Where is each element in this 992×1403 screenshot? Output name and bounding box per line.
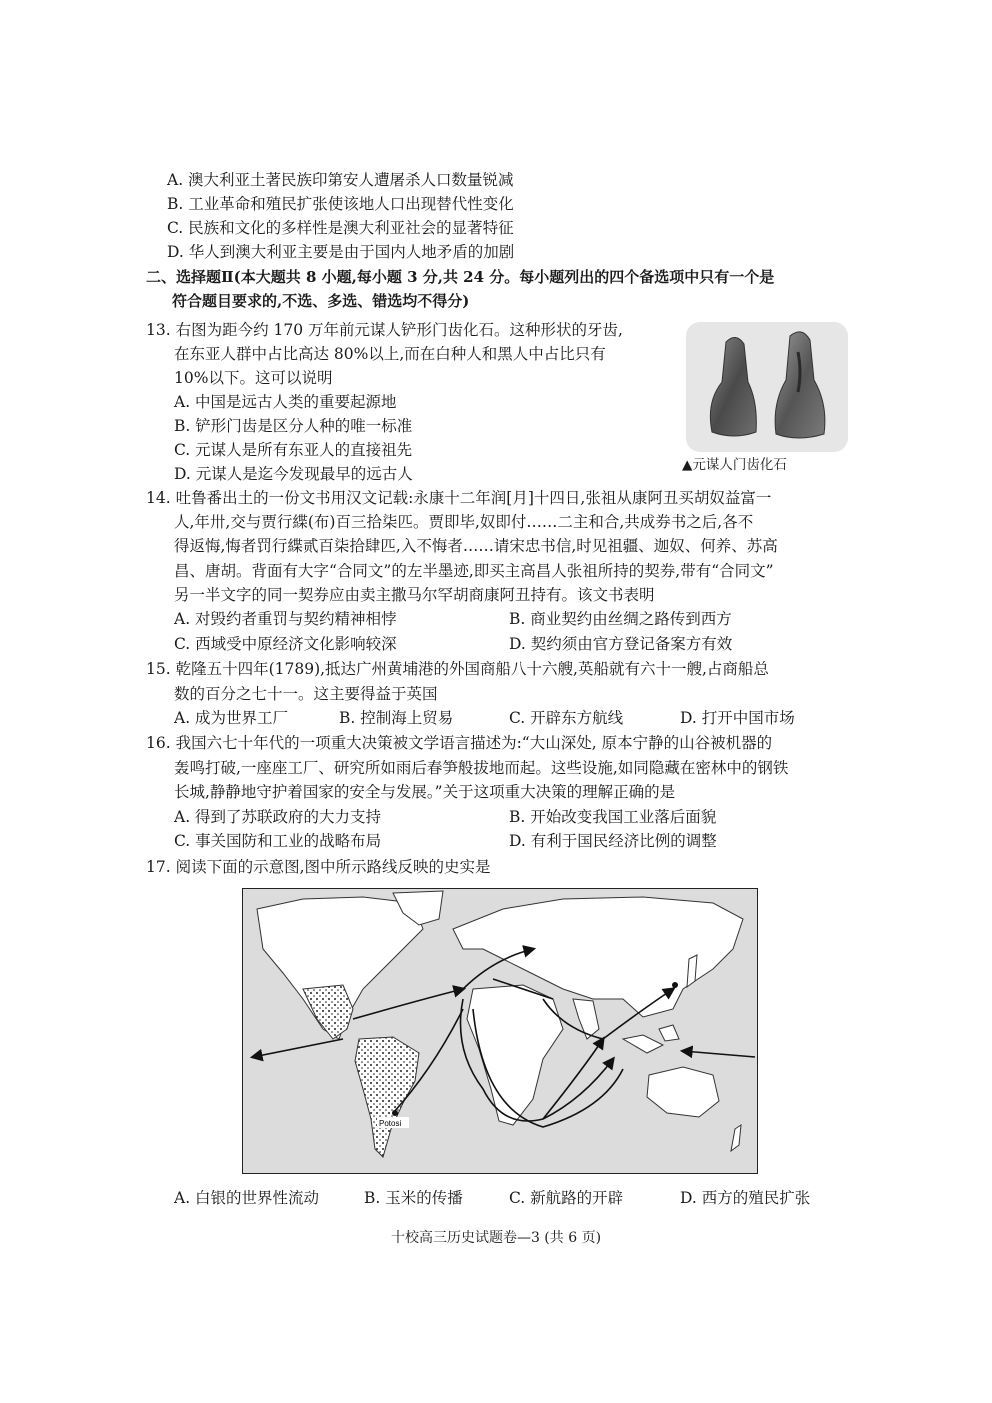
- se-asia-islands: [623, 1025, 679, 1053]
- q14-stem-line-4: 昌、唐胡。背面有大字“合同文”的左半墨迹,即买主高昌人张祖所持的契券,带有“合同文”: [174, 562, 774, 580]
- q17-option-d: D. 西方的殖民扩张: [680, 1189, 811, 1207]
- q15-option-b: B. 控制海上贸易: [339, 709, 454, 727]
- q13-option-b: B. 铲形门齿是区分人种的唯一标准: [174, 417, 413, 435]
- q16-stem-line-3: 长城,静静地守护着国家的安全与发展。”关于这项重大决策的理解正确的是: [174, 783, 676, 801]
- q16-option-d: D. 有利于国民经济比例的调整: [509, 832, 717, 850]
- q14-stem-line-2: 人,年卅,交与贾行緤(布)百三拾柒匹。贾即毕,奴即付……二主和合,共成券书之后,各不: [174, 513, 754, 531]
- q15-stem-line-1: 15. 乾隆五十四年(1789),抵达广州黄埔港的外国商船八十六艘,英船就有六十一艘,占商船总: [146, 660, 769, 678]
- section-heading-cont: 符合题目要求的,不选、多选、错选均不得分): [172, 292, 470, 310]
- q16-option-c: C. 事关国防和工业的战略布局: [174, 832, 382, 850]
- q12-option-b: B. 工业革命和殖民扩张使该地人口出现替代性变化: [167, 195, 514, 213]
- q14-option-c: C. 西域受中原经济文化影响较深: [174, 635, 397, 653]
- left-tooth: [710, 337, 756, 436]
- photo-caption: ▲元谋人门齿化石: [682, 457, 787, 473]
- q12-option-a: A. 澳大利亚土著民族印第安人遭屠杀人口数量锐减: [167, 171, 514, 189]
- world-route-map: [242, 888, 758, 1174]
- q14-option-b: B. 商业契约由丝绸之路传到西方: [509, 610, 732, 628]
- page-footer: 十校高三历史试题卷—3 (共 6 页): [390, 1230, 602, 1246]
- q16-stem-line-1: 16. 我国六七十年代的一项重大决策被文学语言描述为:“大山深处, 原本宁静的山谷被机器的: [146, 734, 773, 752]
- q14-option-a: A. 对毁约者重罚与契约精神相悖: [174, 610, 397, 628]
- q17-option-c: C. 新航路的开辟: [509, 1189, 624, 1207]
- q13-stem-line-2: 在东亚人群中占比高达 80%以上,而在白种人和黑人中占比只有: [174, 345, 606, 363]
- q17-option-a: A. 白银的世界性流动: [174, 1189, 320, 1207]
- q13-stem-line-3: 10%以下。这可以说明: [174, 369, 333, 387]
- japan: [687, 955, 697, 987]
- q15-option-d: D. 打开中国市场: [680, 709, 795, 727]
- q13-stem-line-1: 13. 右图为距今约 170 万年前元谋人铲形门齿化石。这种形状的牙齿,: [146, 321, 623, 339]
- q14-option-d: D. 契约须由官方登记备案方有效: [509, 635, 733, 653]
- q14-stem-line-1: 14. 吐鲁番出土的一份文书用汉文记载:永康十二年润[月]十四日,张祖从康阿丑买胡奴益富一: [146, 489, 772, 507]
- q14-stem-line-3: 得返悔,悔者罚行緤贰百柒拾肆匹,入不悔者……请宋忠书信,时见祖疆、迦奴、何养、苏高: [174, 537, 778, 555]
- q17-stem: 17. 阅读下面的示意图,图中所示路线反映的史实是: [146, 858, 491, 876]
- route-pacific-west: [253, 1039, 343, 1057]
- q13-option-d: D. 元谋人是迄今发现最早的远古人: [174, 465, 413, 483]
- q13-option-c: C. 元谋人是所有东亚人的直接祖先: [174, 441, 413, 459]
- q17-option-b: B. 玉米的传播: [364, 1189, 463, 1207]
- q16-option-a: A. 得到了苏联政府的大力支持: [174, 808, 382, 826]
- q15-option-c: C. 开辟东方航线: [509, 709, 624, 727]
- route-atlantic: [353, 989, 463, 1019]
- q13-option-a: A. 中国是远古人类的重要起源地: [174, 393, 397, 411]
- tooth-fossil-photo: [686, 322, 848, 452]
- new-zealand: [731, 1125, 741, 1151]
- potosi-label: Potosi: [379, 1119, 402, 1128]
- q16-stem-line-2: 轰鸣打破,一座座工厂、研究所如雨后春笋般拔地而起。这些设施,如同隐藏在密林中的钢铁: [174, 759, 789, 777]
- q14-stem-line-5: 另一半文字的同一契券应由卖主撒马尔罕胡商康阿丑持有。该文书表明: [174, 586, 655, 604]
- q16-option-b: B. 开始改变我国工业落后面貌: [509, 808, 717, 826]
- q12-option-c: C. 民族和文化的多样性是澳大利亚社会的显著特征: [167, 219, 514, 237]
- australia: [647, 1067, 719, 1117]
- route-pacific-east: [683, 1051, 755, 1057]
- south-america: [355, 1037, 419, 1157]
- mexico-region: [303, 985, 353, 1039]
- q12-option-d: D. 华人到澳大利亚主要是由于国内人地矛盾的加剧: [167, 243, 515, 261]
- section-heading: 二、选择题Ⅱ(本大题共 8 小题,每小题 3 分,共 24 分。每小题列出的四个备选项中只有一个是: [146, 268, 775, 286]
- q15-option-a: A. 成为世界工厂: [174, 709, 289, 727]
- q15-stem-line-2: 数的百分之七十一。这主要得益于英国: [174, 685, 438, 703]
